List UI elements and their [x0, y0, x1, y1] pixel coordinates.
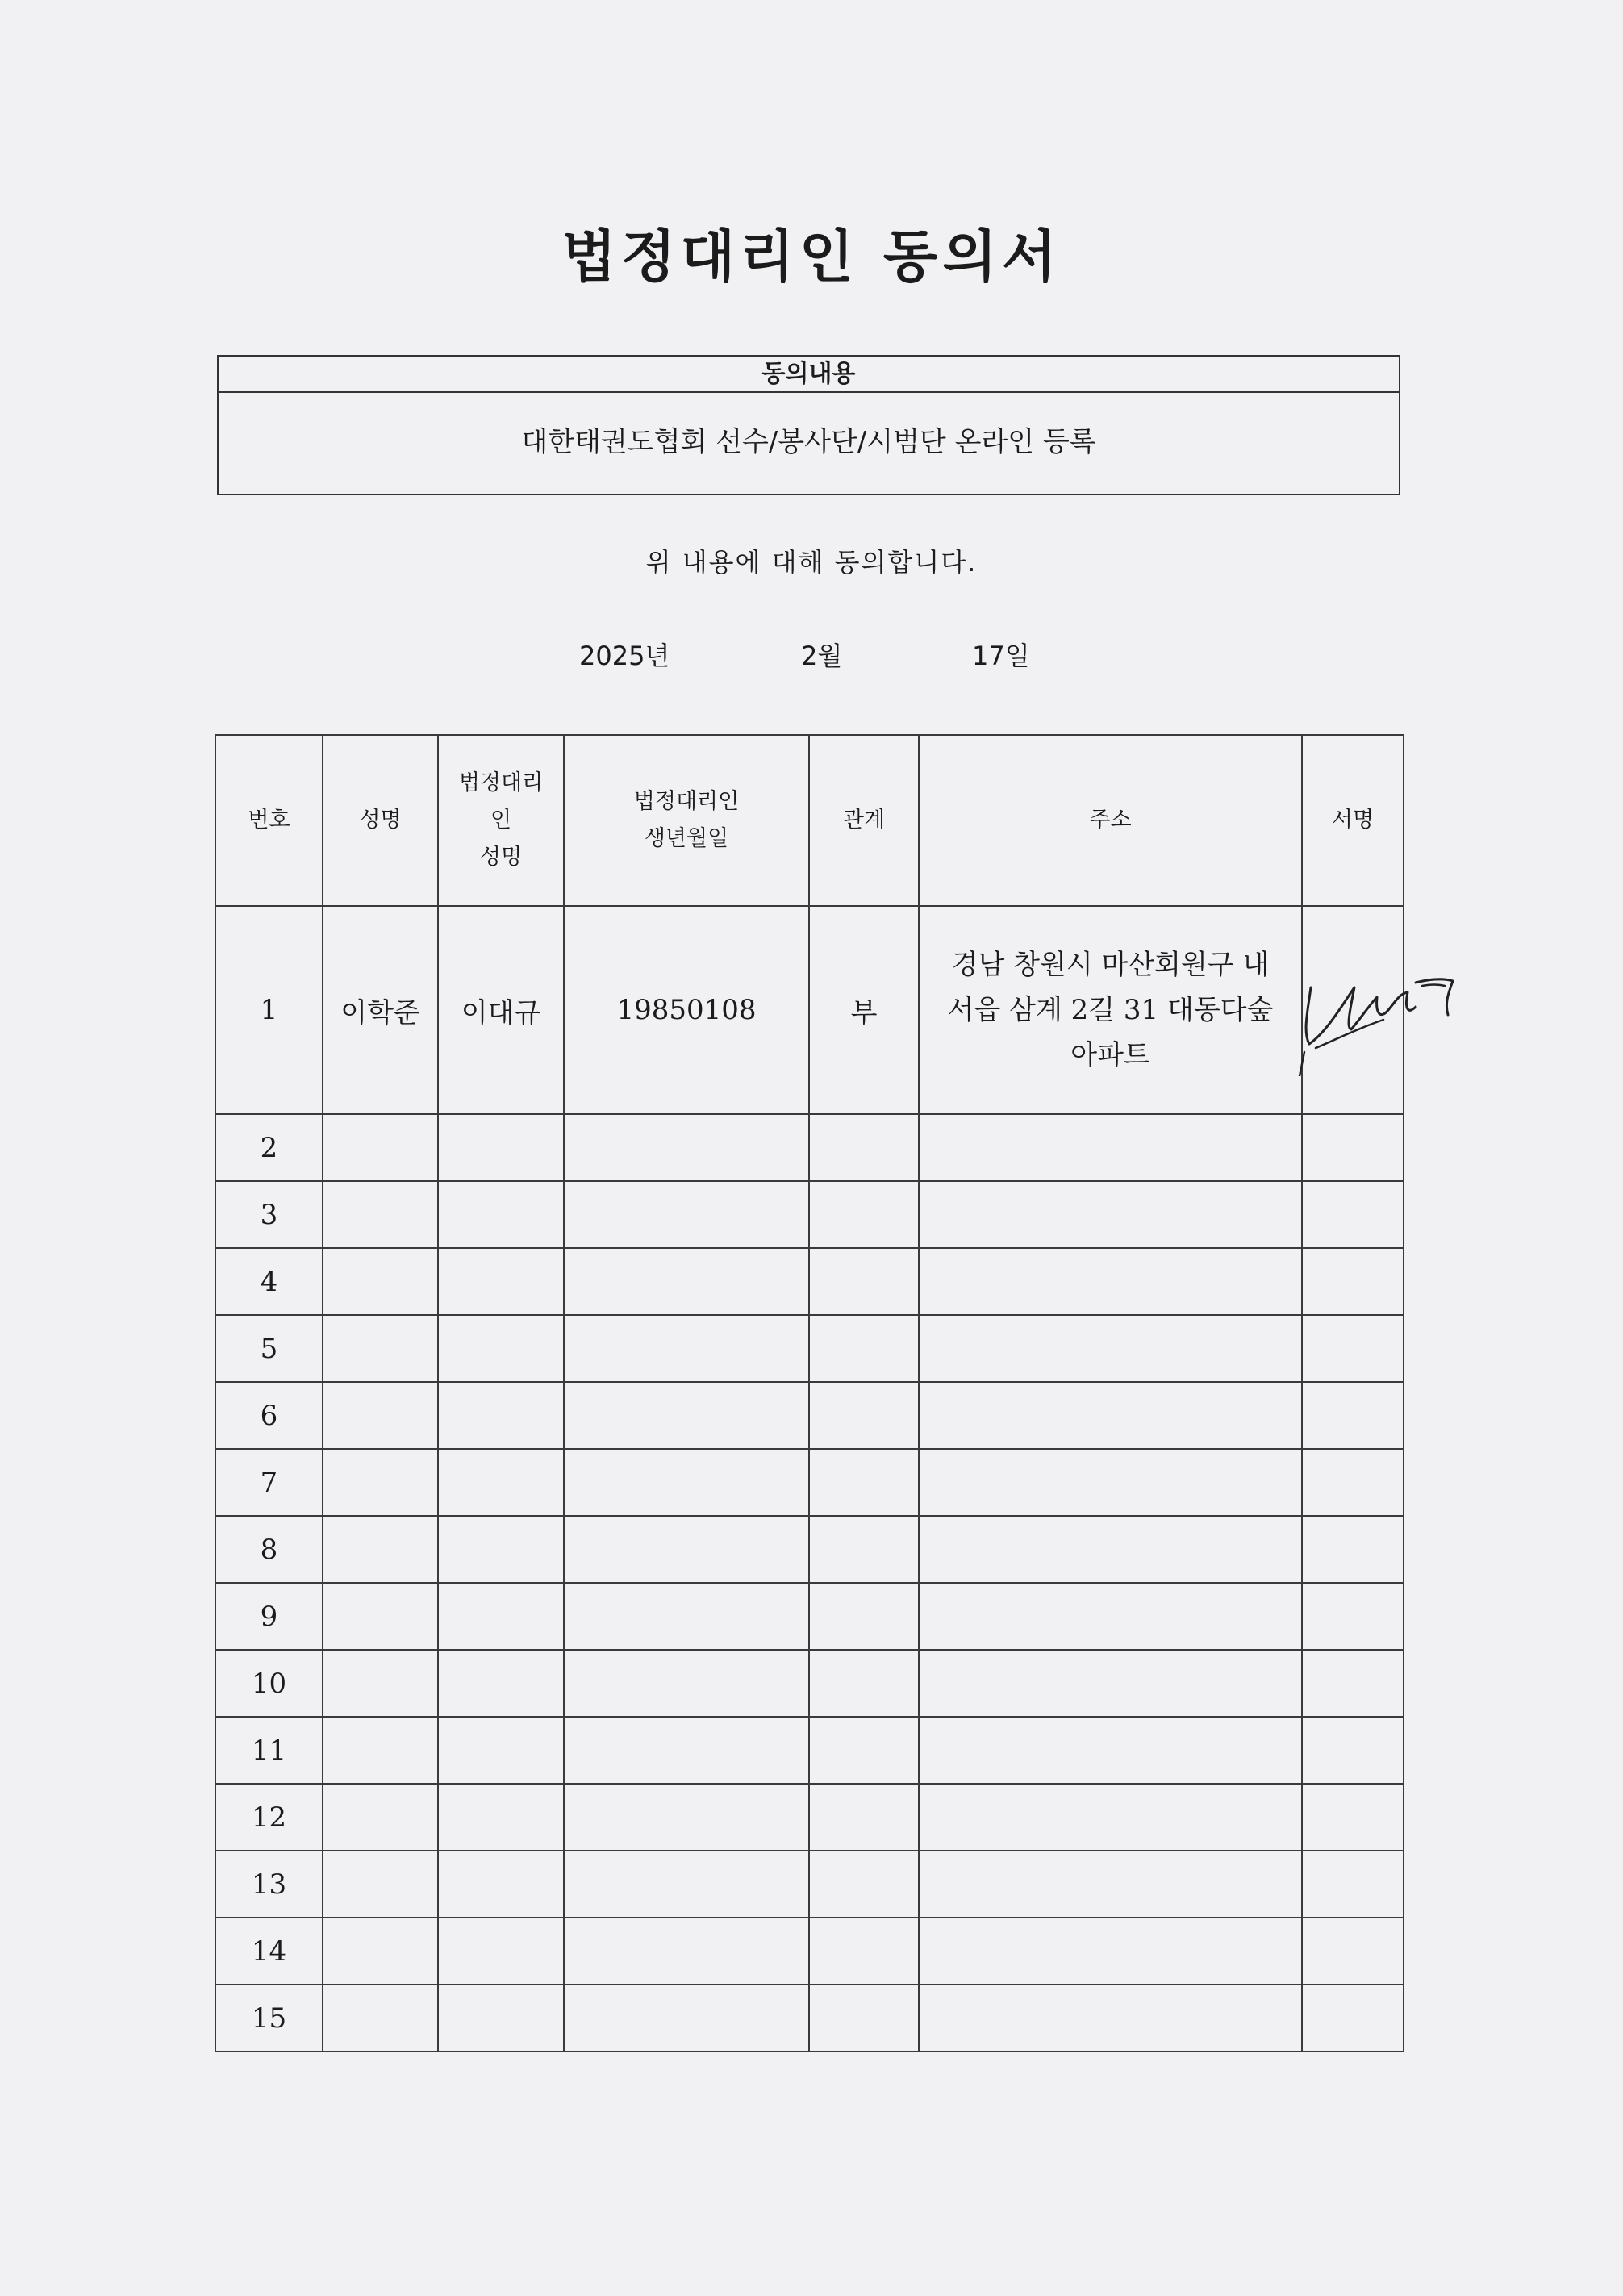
consent-box — [217, 355, 1400, 495]
table-row — [215, 1181, 1404, 1248]
row-number: 3 — [215, 1181, 323, 1248]
table-row — [215, 906, 1404, 1114]
header-relation: 관계 — [809, 735, 919, 906]
row-number: 11 — [215, 1717, 323, 1784]
page-title: 법정대리인 동의서 — [561, 223, 1062, 290]
row-number: 12 — [215, 1784, 323, 1851]
date-year: 2025년 — [579, 641, 670, 671]
address: 경남 창원시 마산회원구 내 서읍 삼계 2길 31 대동다숲 아파트 — [919, 906, 1302, 1114]
row-number: 8 — [215, 1516, 323, 1583]
guardian-birth: 19850108 — [564, 906, 809, 1114]
row-number: 4 — [215, 1248, 323, 1315]
row-number: 13 — [215, 1851, 323, 1918]
guardian-name: 이대규 — [438, 906, 564, 1114]
consent-content: 대한태권도협회 선수/봉사단/시범단 온라인 등록 — [521, 426, 1096, 458]
table-row — [215, 1382, 1404, 1449]
relation: 부 — [809, 906, 919, 1114]
header-address: 주소 — [919, 735, 1302, 906]
table-header-row — [215, 735, 1404, 906]
header-guardian-birth: 법정대리인 생년월일 — [564, 735, 809, 906]
agreement-statement: 위 내용에 대해 동의합니다. — [645, 547, 978, 578]
guardian-table — [215, 734, 1404, 2052]
table-row — [215, 1784, 1404, 1851]
table-row — [215, 1248, 1404, 1315]
row-number: 10 — [215, 1650, 323, 1717]
row-number: 6 — [215, 1382, 323, 1449]
table-row — [215, 1985, 1404, 2052]
handwritten-signature-icon — [1287, 955, 1472, 1076]
row-number: 14 — [215, 1918, 323, 1985]
row-number: 1 — [215, 906, 323, 1114]
header-name: 성명 — [323, 735, 438, 906]
table-row — [215, 1650, 1404, 1717]
table-row — [215, 1851, 1404, 1918]
table-row — [215, 1583, 1404, 1650]
table-row — [215, 1315, 1404, 1382]
row-number: 7 — [215, 1449, 323, 1516]
signature-cell — [1302, 906, 1404, 1114]
header-signature: 서명 — [1302, 735, 1404, 906]
row-number: 5 — [215, 1315, 323, 1382]
row-number: 9 — [215, 1583, 323, 1650]
header-number: 번호 — [215, 735, 323, 906]
table-row — [215, 1918, 1404, 1985]
date-day: 17일 — [972, 641, 1030, 671]
header-guardian-name: 법정대리 인 성명 — [438, 735, 564, 906]
row-number: 15 — [215, 1985, 323, 2052]
row-number: 2 — [215, 1114, 323, 1181]
table-row — [215, 1516, 1404, 1583]
student-name: 이학준 — [323, 906, 438, 1114]
table-row — [215, 1114, 1404, 1181]
table-row — [215, 1449, 1404, 1516]
date-month: 2월 — [801, 641, 843, 671]
consent-header: 동의내용 — [219, 357, 1399, 393]
table-row — [215, 1717, 1404, 1784]
